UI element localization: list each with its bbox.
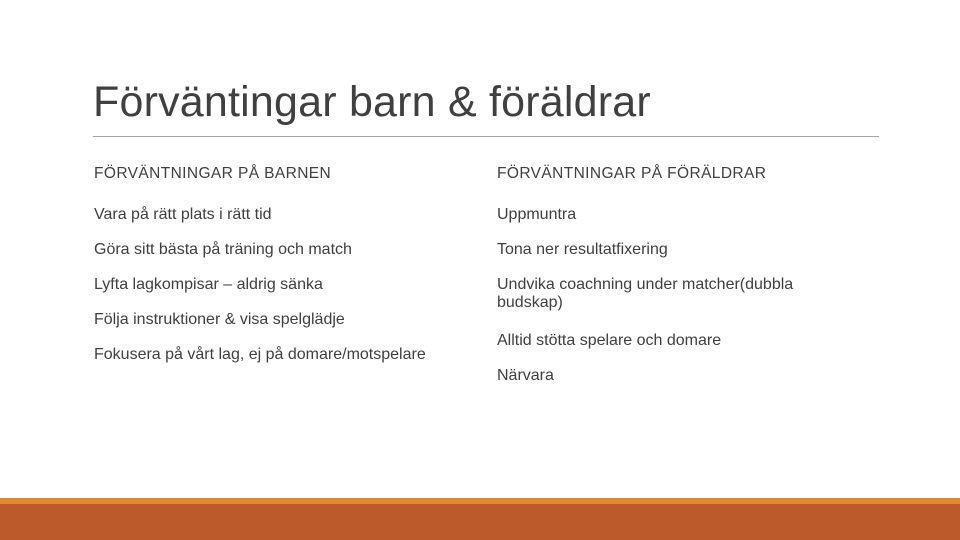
parents-expectations-list [497,206,857,385]
parents-expectations-column [497,165,857,402]
list-item: Tona ner resultatfixering [497,241,668,258]
slide-title: Förväntingar barn & föräldrar [93,78,651,126]
children-expectations-list [94,206,479,364]
children-expectations-column [94,165,479,381]
list-item: Lyfta lagkompisar – aldrig sänka [94,276,323,293]
title-divider [93,136,879,137]
list-item: Göra sitt bästa på träning och match [94,241,352,258]
list-item: Uppmuntra [497,206,577,223]
footer-band [0,504,960,540]
children-expectations-header: FÖRVÄNTNINGAR PÅ BARNEN [94,165,332,182]
list-item: Fokusera på vårt lag, ej på domare/motspelare [94,346,426,363]
list-item: Alltid stötta spelare och domare [497,332,722,349]
list-item: Vara på rätt plats i rätt tid [94,206,272,223]
parents-expectations-header: FÖRVÄNTNINGAR PÅ FÖRÄLDRAR [497,165,767,182]
list-item: Följa instruktioner & visa spelglädje [94,311,345,328]
list-item: Undvika coachning under matcher(dubbla budskap) [497,276,794,311]
footer-decoration [0,498,960,540]
list-item: Närvara [497,367,554,384]
